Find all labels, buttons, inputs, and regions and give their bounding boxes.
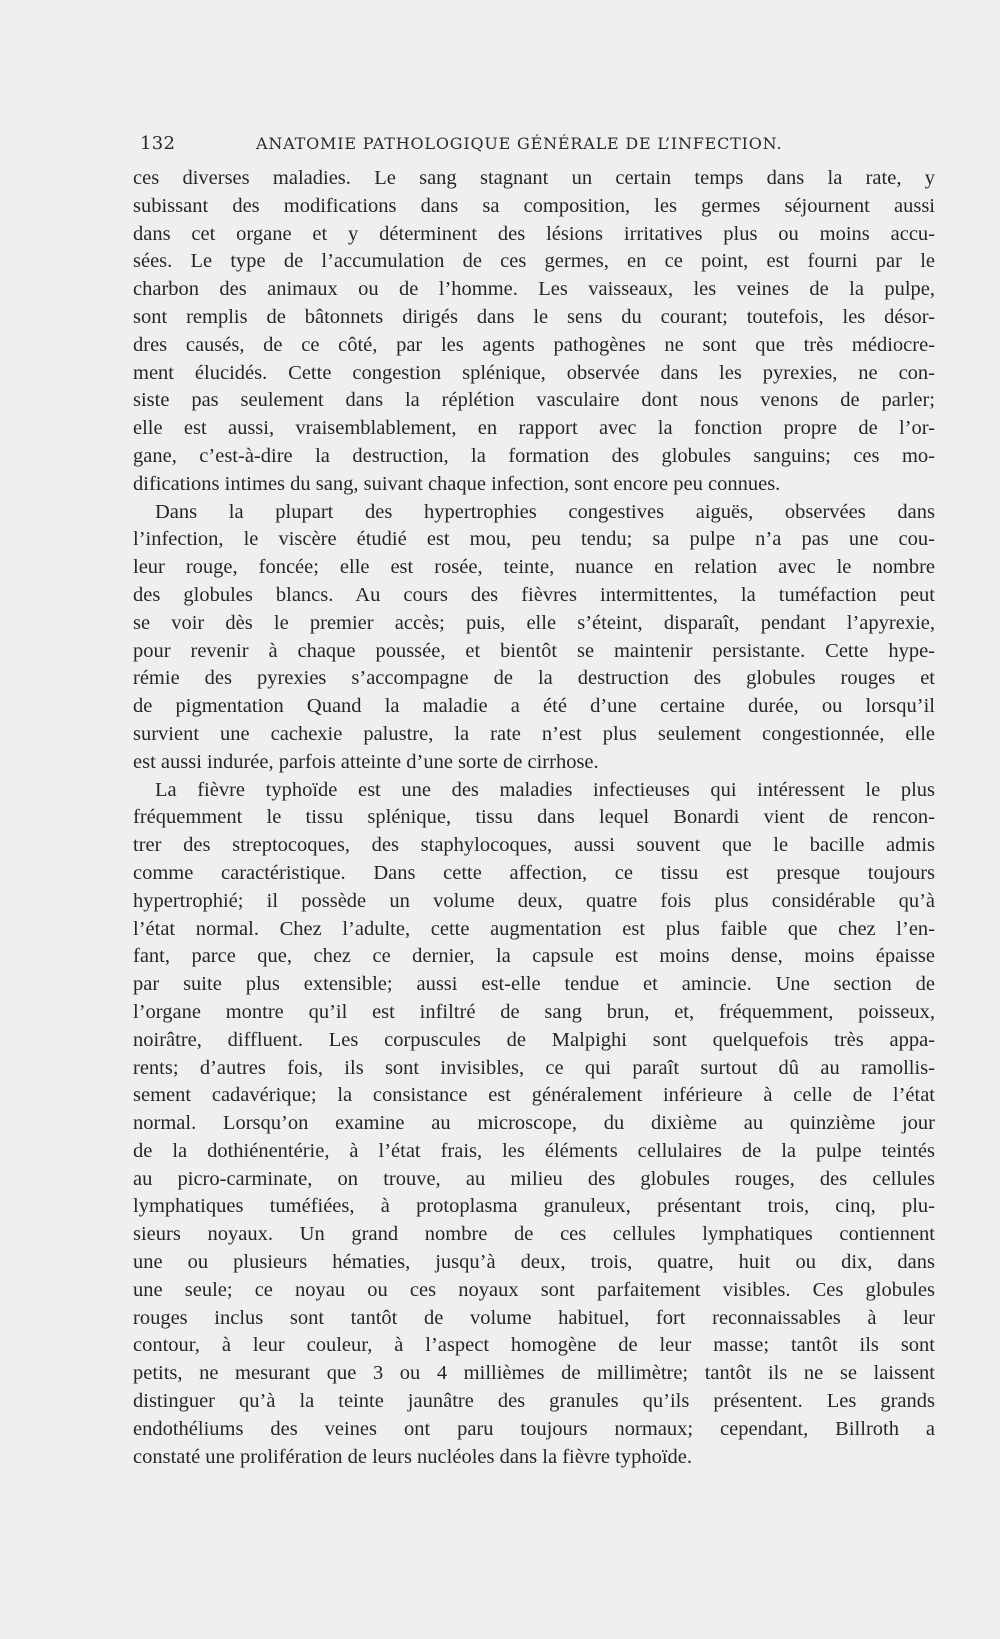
text-line: des globules blancs. Au cours des fièvres intermittentes, la tuméfaction peut xyxy=(133,583,935,606)
text-line: l’état normal. Chez l’adulte, cette augmentation est plus faible que chez l’en- xyxy=(133,917,935,940)
text-line: comme caractéristique. Dans cette affection, ce tissu est presque toujours xyxy=(133,861,935,884)
text-line: rouges inclus sont tantôt de volume habituel, fort reconnaissables à leur xyxy=(133,1306,935,1329)
text-line: de pigmentation Quand la maladie a été d’une certaine durée, ou lorsqu’il xyxy=(133,695,935,718)
text-line: rents; d’autres fois, ils sont invisibles, ce qui paraît surtout dû au ramollis- xyxy=(133,1056,935,1079)
text-line: dres causés, de ce côté, par les agents pathogènes ne sont que très médiocre- xyxy=(133,333,935,356)
page-number: 132 xyxy=(140,133,176,154)
text-line: sées. Le type de l’accumulation de ces germes, en ce point, est fourni par le xyxy=(133,250,935,273)
text-line: fréquemment le tissu splénique, tissu dans lequel Bonardi vient de rencon- xyxy=(133,806,935,829)
text-line: leur rouge, foncée; elle est rosée, teinte, nuance en relation avec le nombre xyxy=(133,556,935,579)
text-line: sement cadavérique; la consistance est généralement inférieure à celle de l’état xyxy=(133,1084,935,1107)
text-line: dans cet organe et y déterminent des lésions irritatives plus ou moins accu- xyxy=(133,222,935,245)
text-line: gane, c’est-à-dire la destruction, la formation des globules sanguins; ces mo- xyxy=(133,444,935,467)
running-title: ANATOMIE PATHOLOGIQUE GÉNÉRALE DE L’INFECTION. xyxy=(256,134,783,153)
text-line: est aussi indurée, parfois atteinte d’une sorte de cirrhose. xyxy=(133,750,599,773)
text-line: sont remplis de bâtonnets dirigés dans le sens du courant; toutefois, les désor- xyxy=(133,305,935,328)
text-line: difications intimes du sang, suivant chaque infection, sont encore peu connues. xyxy=(133,472,781,495)
text-line: charbon des animaux ou de l’homme. Les vaisseaux, les veines de la pulpe, xyxy=(133,278,935,301)
text-line: une ou plusieurs hématies, jusqu’à deux, trois, quatre, huit ou dix, dans xyxy=(133,1251,935,1274)
text-line: Dans la plupart des hypertrophies congestives aiguës, observées dans xyxy=(155,500,935,523)
text-line: ces diverses maladies. Le sang stagnant un certain temps dans la rate, y xyxy=(133,167,935,189)
text-line: elle est aussi, vraisemblablement, en rapport avec la fonction propre de l’or- xyxy=(133,417,935,440)
text-line: l’infection, le viscère étudié est mou, peu tendu; sa pulpe n’a pas une cou- xyxy=(133,528,935,551)
text-line: pour revenir à chaque poussée, et bientôt se maintenir persistante. Cette hype- xyxy=(133,639,935,662)
page-header xyxy=(140,133,840,159)
text-line: contour, à leur couleur, à l’aspect homogène de leur masse; tantôt ils sont xyxy=(133,1334,935,1357)
text-line: trer des streptocoques, des staphylocoques, aussi souvent que le bacille admis xyxy=(133,834,935,857)
text-line: de la dothiénentérie, à l’état frais, les éléments cellulaires de la pulpe teintés xyxy=(133,1139,935,1162)
text-line: au picro-carminate, on trouve, au milieu des globules rouges, des cellules xyxy=(133,1167,935,1190)
text-line: hypertrophié; il possède un volume deux, quatre fois plus considérable qu’à xyxy=(133,889,935,912)
text-line: distinguer qu’à la teinte jaunâtre des granules qu’ils présentent. Les grands xyxy=(133,1390,935,1413)
text-line: normal. Lorsqu’on examine au microscope, du dixième au quinzième jour xyxy=(133,1112,935,1135)
text-line: endothéliums des veines ont paru toujours normaux; cependant, Billroth a xyxy=(133,1417,935,1440)
text-line: fant, parce que, chez ce dernier, la capsule est moins dense, moins épaisse xyxy=(133,945,935,968)
text-line: survient une cachexie palustre, la rate n’est plus seulement congestionnée, elle xyxy=(133,722,935,745)
text-line: lymphatiques tuméfiées, à protoplasma granuleux, présentant trois, cinq, plu- xyxy=(133,1195,935,1218)
text-line: par suite plus extensible; aussi est-elle tendue et amincie. Une section de xyxy=(133,973,935,996)
text-line: siste pas seulement dans la réplétion vasculaire dont nous venons de parler; xyxy=(133,389,935,412)
text-line: une seule; ce noyau ou ces noyaux sont parfaitement visibles. Ces globules xyxy=(133,1278,935,1301)
text-line: ment élucidés. Cette congestion splénique, observée dans les pyrexies, ne con- xyxy=(133,361,935,384)
text-line: subissant des modifications dans sa composition, les germes séjournent aussi xyxy=(133,194,935,217)
text-line: constaté une prolifération de leurs nucléoles dans la fièvre typhoïde. xyxy=(133,1445,692,1468)
text-line: rémie des pyrexies s’accompagne de la destruction des globules rouges et xyxy=(133,667,935,690)
text-line: l’organe montre qu’il est infiltré de sang brun, et, fréquemment, poisseux, xyxy=(133,1000,935,1023)
text-line: petits, ne mesurant que 3 ou 4 millièmes de millimètre; tantôt ils ne se laissent xyxy=(133,1362,935,1385)
text-line: sieurs noyaux. Un grand nombre de ces cellules lymphatiques contiennent xyxy=(133,1223,935,1246)
body-text xyxy=(133,165,935,1471)
text-line: noirâtre, diffluent. Les corpuscules de Malpighi sont quelquefois très appa- xyxy=(133,1028,935,1051)
text-line: La fièvre typhoïde est une des maladies infectieuses qui intéressent le plus xyxy=(155,778,935,801)
text-line: se voir dès le premier accès; puis, elle s’éteint, disparaît, pendant l’apyrexie, xyxy=(133,611,935,634)
